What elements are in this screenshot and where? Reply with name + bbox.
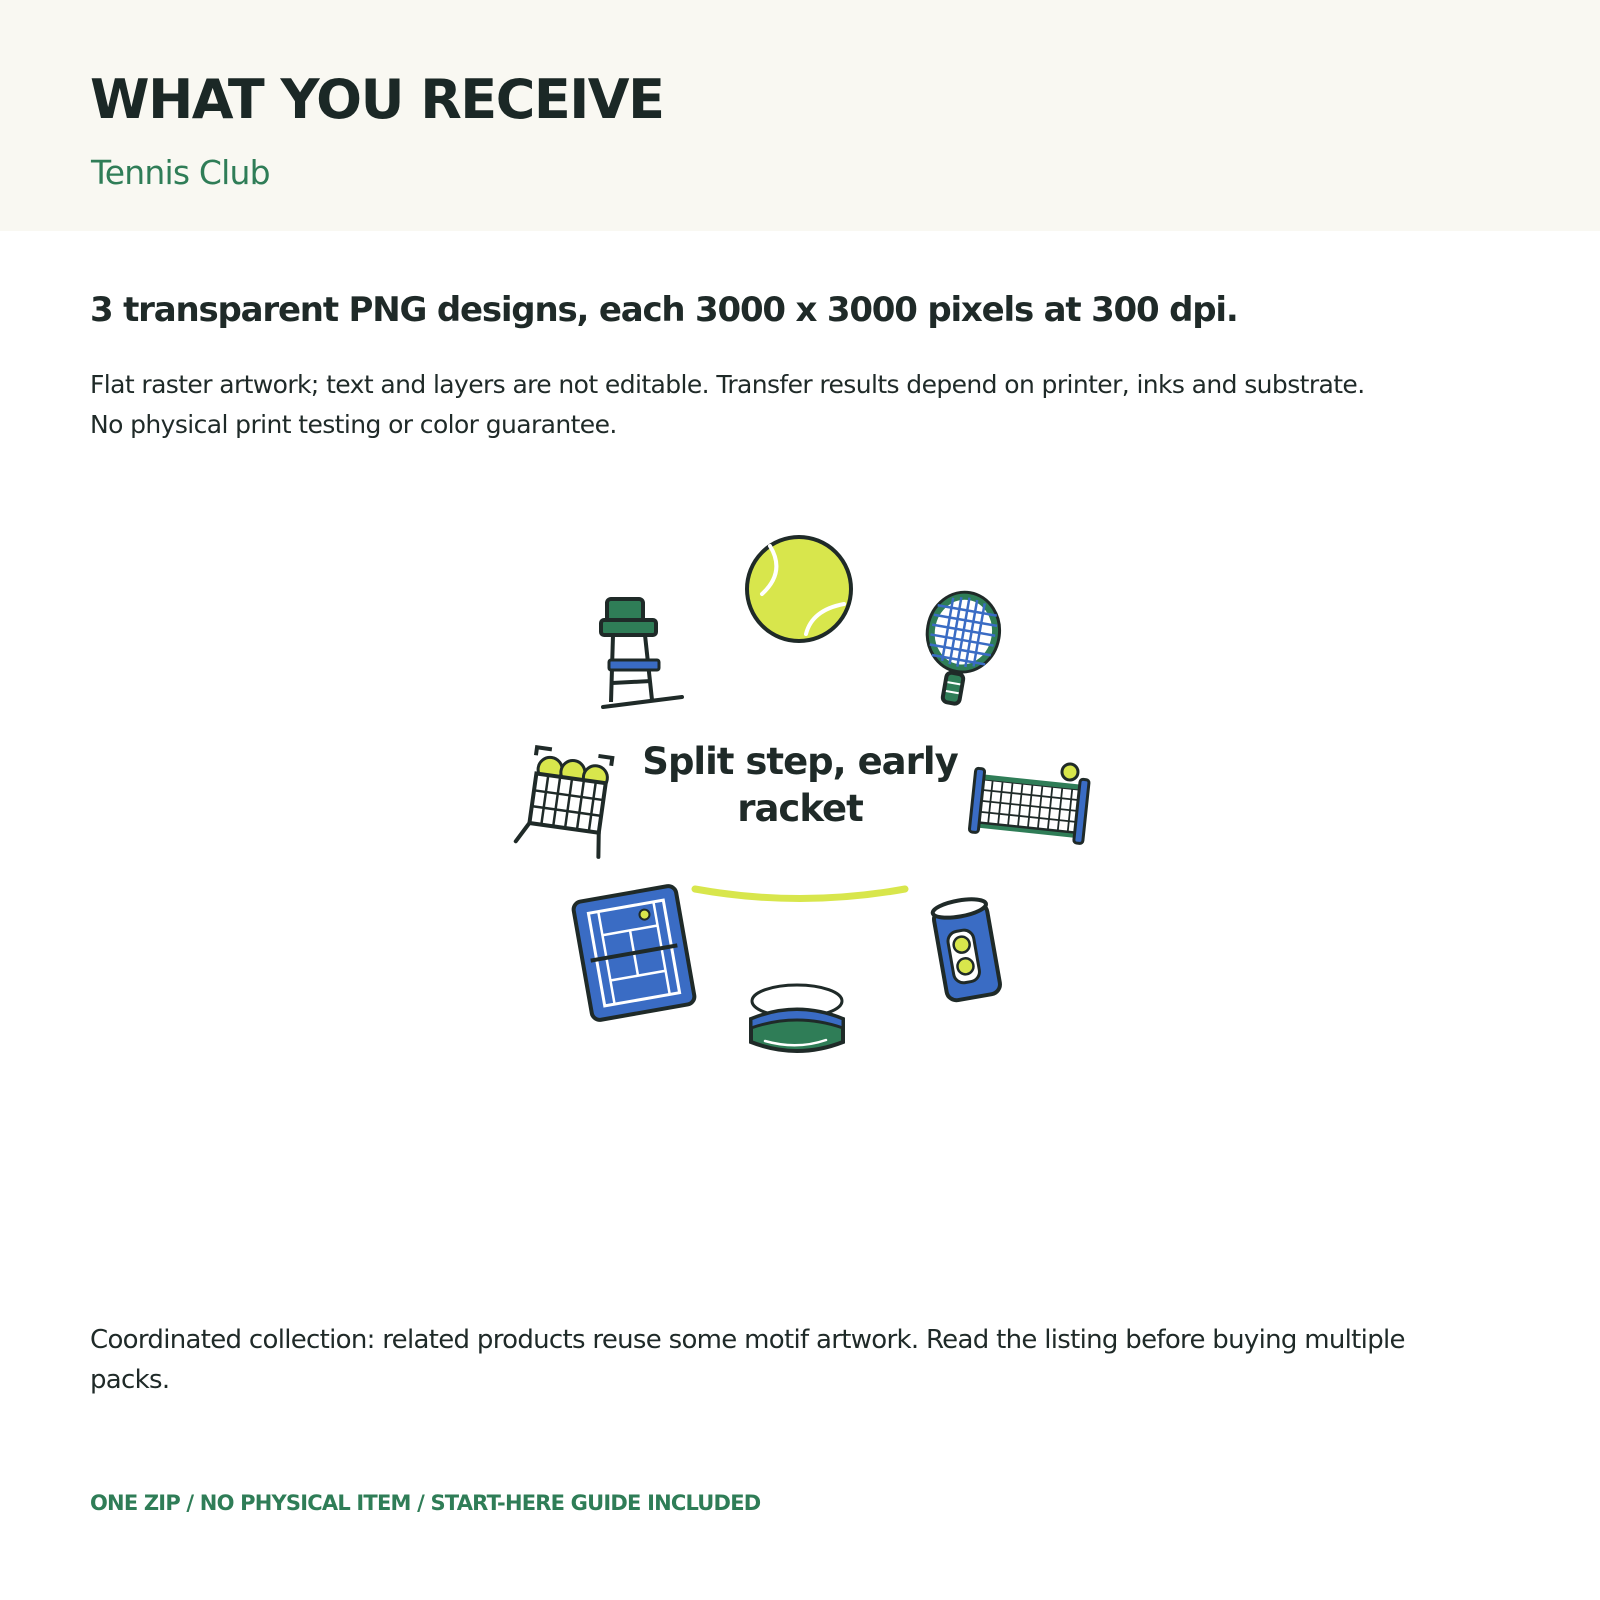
design-phrase-line: Split step, early: [642, 740, 958, 783]
description-line: No physical print testing or color guarantee.: [90, 410, 617, 439]
sweatband-icon: [751, 985, 843, 1051]
collection-name: Tennis Club: [91, 153, 270, 192]
tennis-court-icon: [572, 885, 695, 1021]
page-title: WHAT YOU RECEIVE: [90, 68, 664, 131]
design-phrase: [600, 738, 1000, 832]
note-line: packs.: [90, 1365, 170, 1395]
umpire-chair-icon: [601, 599, 682, 707]
tennis-racket-icon: [915, 586, 1005, 709]
ball-basket-icon: [515, 746, 612, 857]
swoosh-divider: [695, 889, 905, 899]
product-headline: 3 transparent PNG designs, each 3000 x 3000 pixels at 300 dpi.: [90, 290, 1238, 330]
description-line: Flat raster artwork; text and layers are not editable. Transfer results depend on printer, inks and substrate.: [90, 370, 1365, 399]
design-phrase-line: racket: [737, 787, 863, 830]
collection-note: [90, 1320, 1550, 1400]
delivery-footer: ONE ZIP / NO PHYSICAL ITEM / START-HERE GUIDE INCLUDED: [90, 1491, 761, 1515]
ball-can-icon: [931, 896, 1001, 1002]
tennis-ball-icon: [747, 537, 851, 641]
note-line: Coordinated collection: related products reuse some motif artwork. Read the listing before buying multiple: [90, 1325, 1405, 1355]
